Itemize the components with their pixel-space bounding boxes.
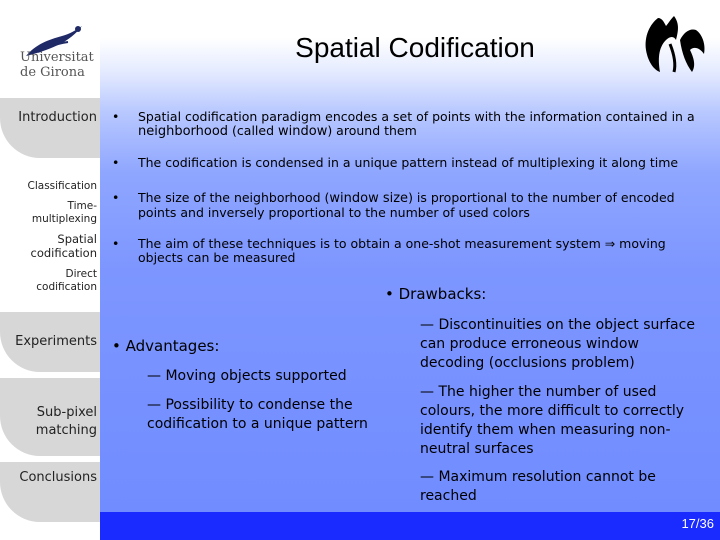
- logo-text-line1: Universitat: [20, 50, 94, 65]
- logo-text-line2: de Girona: [20, 65, 85, 80]
- bullet-emphasis: window size: [329, 191, 409, 206]
- bullet-text: Spatial codification paradigm encodes a set of points with the information contained in a: [138, 109, 695, 124]
- advantages-heading: • Advantages:: [112, 337, 220, 355]
- advantage-item: — Possibility to condense the codification to a unique pattern: [147, 397, 368, 432]
- page-number: 17/36: [681, 516, 714, 531]
- nav-tab-subpixel-matching[interactable]: [0, 378, 100, 456]
- bullet-text: ) around them: [327, 123, 417, 138]
- drawback-item: — Maximum resolution cannot be reached: [420, 469, 656, 504]
- bullet-text: (called: [228, 123, 278, 138]
- advantages-section: [112, 337, 392, 355]
- slide-background: [100, 0, 720, 540]
- page-title: Spatial Codification: [295, 32, 535, 63]
- bullet-emphasis: window: [278, 124, 328, 139]
- nav-section-classification[interactable]: [0, 170, 100, 300]
- drawback-item: — The higher the number of used colours, the more difficult to correctly identify them when measuring non-neutral surfaces: [420, 384, 685, 457]
- nav-tab-experiments[interactable]: [0, 312, 100, 372]
- nav-tab-conclusions[interactable]: [0, 462, 100, 522]
- bullet-text: The aim of these techniques is to obtain a one-shot measurement system ⇒ moving objects can be measured: [138, 236, 666, 265]
- sidebar: [0, 0, 100, 540]
- nav-label-experiments: Experiments: [15, 334, 97, 349]
- drawback-item: — Discontinuities on the object surface can produce erroneous window decoding (occlusions problem): [420, 317, 695, 371]
- drawbacks-heading: • Drawbacks:: [385, 285, 487, 303]
- drawbacks-section: [385, 285, 685, 303]
- nav-tab-introduction[interactable]: [0, 98, 100, 158]
- bullet-text: The size of the neighborhood (: [138, 190, 330, 205]
- nav-label-spatial-codification[interactable]: Spatial codification: [30, 232, 97, 260]
- advantage-item: — Moving objects supported: [147, 368, 347, 384]
- bullet-text: ) is proportional to the number of encoded points and inversely proportional to the number of used colors: [138, 190, 675, 220]
- nav-label-introduction: Introduction: [18, 110, 97, 125]
- nav-label-classification: Classification: [27, 180, 97, 192]
- nav-label-subpixel-matching: Sub-pixel matching: [35, 405, 97, 438]
- nav-label-direct-codification[interactable]: Direct codification: [36, 268, 97, 293]
- bat-logo-icon: [640, 10, 710, 75]
- nav-label-conclusions: Conclusions: [19, 470, 97, 485]
- bullet-text: The codification is condensed in a unique pattern instead of multiplexing it along time: [138, 155, 679, 170]
- nav-label-time-multiplexing[interactable]: Time-multiplexing: [31, 200, 97, 225]
- bullet-emphasis: neighborhood: [138, 124, 229, 139]
- footer-bar: [100, 512, 720, 540]
